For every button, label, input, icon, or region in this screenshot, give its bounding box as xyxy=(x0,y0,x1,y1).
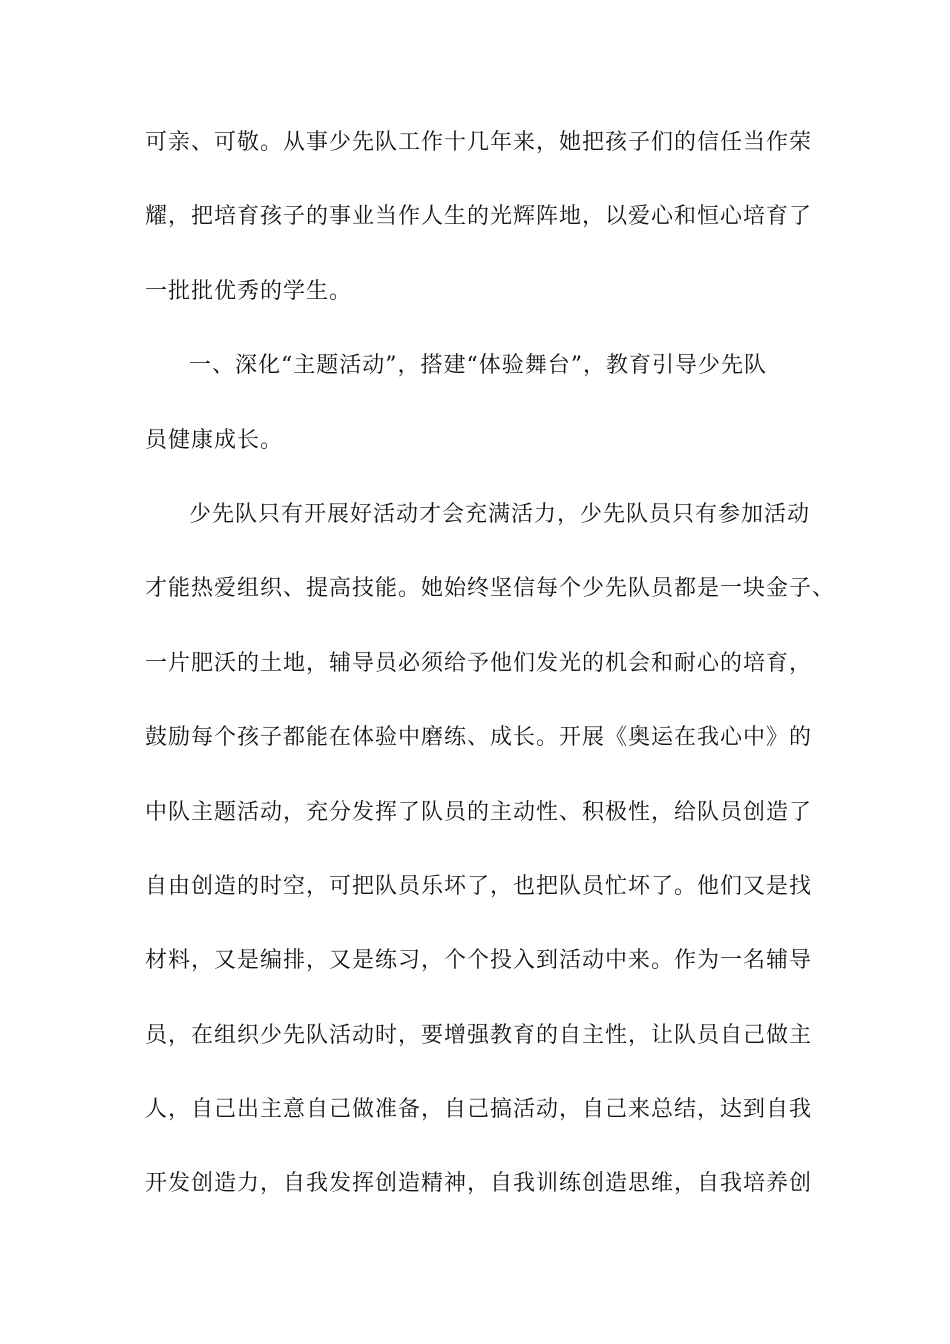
section-heading-line: 一、深化“主题活动”，搭建“体验舞台”，教育引导少先队 xyxy=(189,353,767,379)
text-line: 一批批优秀的学生。 xyxy=(145,278,353,304)
text-line: 耀，把培育孩子的事业当作人生的光辉阵地，以爱心和恒心培育了 xyxy=(145,204,813,230)
text-line: 人，自己出主意自己做准备，自己搞活动，自己来总结，达到自我 xyxy=(145,1097,813,1123)
paragraph-start-line: 少先队只有开展好活动才会充满活力，少先队员只有参加活动 xyxy=(189,501,811,527)
document-body xyxy=(145,123,836,1239)
text-line: 员，在组织少先队活动时，要增强教育的自主性，让队员自己做主 xyxy=(145,1022,813,1048)
text-line: 一片肥沃的土地，辅导员必须给予他们发光的机会和耐心的培育， xyxy=(145,650,813,676)
text-line: 才能热爱组织、提高技能。她始终坚信每个少先队员都是一块金子、 xyxy=(145,576,836,602)
text-line: 开发创造力，自我发挥创造精神，自我训练创造思维，自我培养创 xyxy=(145,1171,813,1197)
section-heading-line: 员健康成长。 xyxy=(145,427,284,453)
text-line: 可亲、可敬。从事少先队工作十几年来，她把孩子们的信任当作荣 xyxy=(145,130,813,155)
text-line: 材料，又是编排，又是练习，个个投入到活动中来。作为一名辅导 xyxy=(145,948,813,974)
text-line: 中队主题活动，充分发挥了队员的主动性、积极性，给队员创造了 xyxy=(145,799,813,825)
text-line: 鼓励每个孩子都能在体验中磨练、成长。开展《奥运在我心中》的 xyxy=(145,725,813,751)
text-line: 自由创造的时空，可把队员乐坏了，也把队员忙坏了。他们又是找 xyxy=(145,873,813,899)
